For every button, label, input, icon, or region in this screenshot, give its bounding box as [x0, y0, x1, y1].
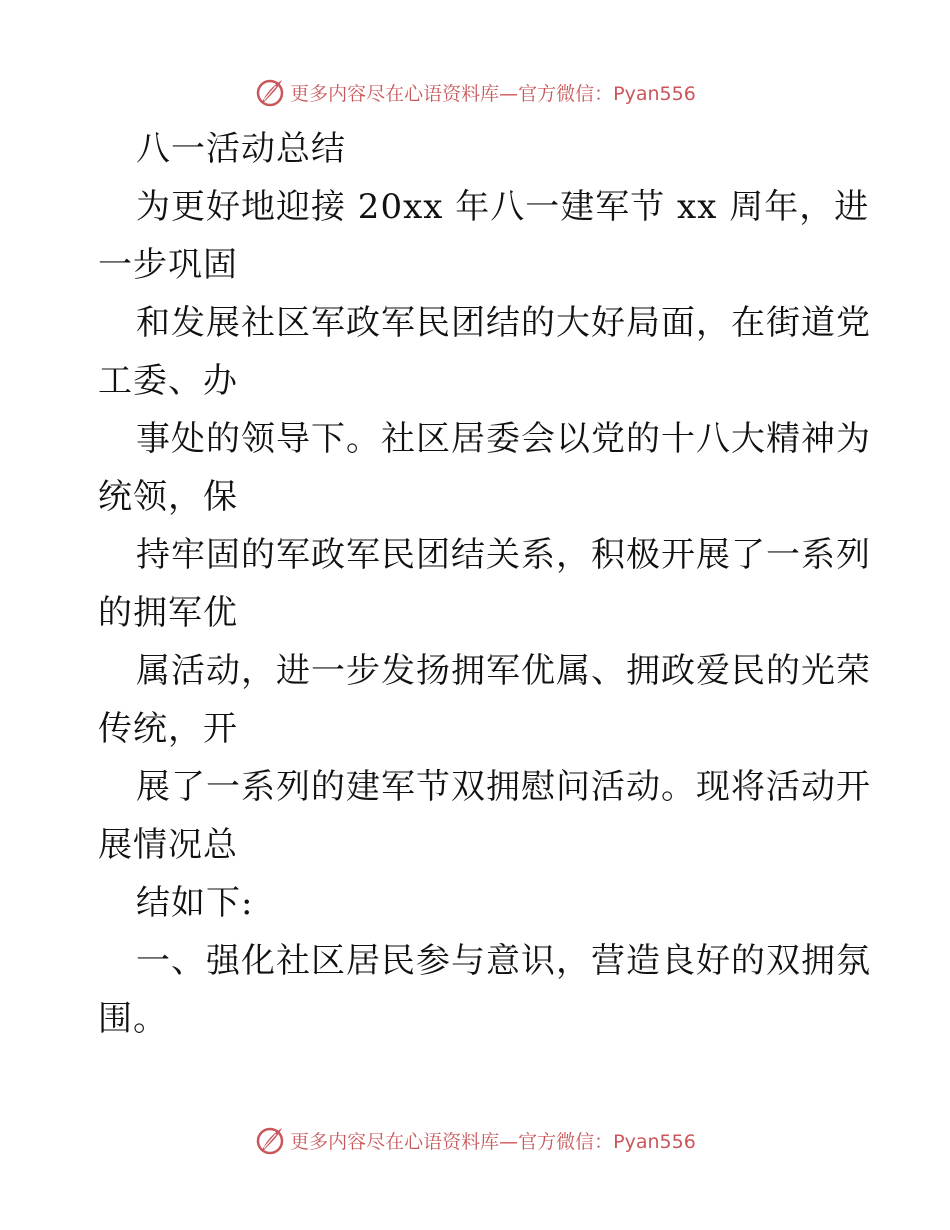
paragraph-line: 结如下: [136, 883, 254, 923]
paragraph-line: 传统，开 [98, 709, 238, 749]
header-watermark-banner [0, 72, 950, 112]
paragraph-line: 统领，保 [98, 477, 238, 517]
paragraph-line: 工委、办 [98, 361, 238, 401]
paragraph-line: 事处的领导下。社区居委会以党的十八大精神为 [136, 419, 871, 459]
paragraph-line: 属活动，进一步发扬拥军优属、拥政爱民的光荣 [136, 651, 871, 691]
document-title: 八一活动总结 [136, 129, 346, 169]
paragraph-line: 的拥军优 [98, 593, 238, 633]
paragraph-line: 为更好地迎接 20xx 年八一建军节 xx 周年，进 [136, 187, 870, 227]
paragraph-line: 展情况总 [98, 825, 238, 865]
paragraph-line: 和发展社区军政军民团结的大好局面，在街道党 [136, 303, 871, 343]
paragraph-line: 一步巩固 [98, 245, 238, 285]
watermark-text: 更多内容尽在心语资料库—官方微信：Pyan556 [290, 82, 696, 105]
section-heading: 一、强化社区居民参与意识，营造良好的双拥氛 [136, 941, 871, 981]
footer-watermark-banner [0, 1120, 950, 1160]
paragraph-line: 持牢固的军政军民团结关系，积极开展了一系列 [136, 535, 871, 575]
paragraph-line: 展了一系列的建军节双拥慰问活动。现将活动开 [136, 767, 871, 807]
feather-pen-logo-icon [254, 76, 286, 108]
paragraph-line: 围。 [98, 999, 168, 1039]
feather-pen-logo-icon [254, 1124, 286, 1156]
document-body [98, 120, 871, 1048]
watermark-text: 更多内容尽在心语资料库—官方微信：Pyan556 [290, 1130, 696, 1153]
